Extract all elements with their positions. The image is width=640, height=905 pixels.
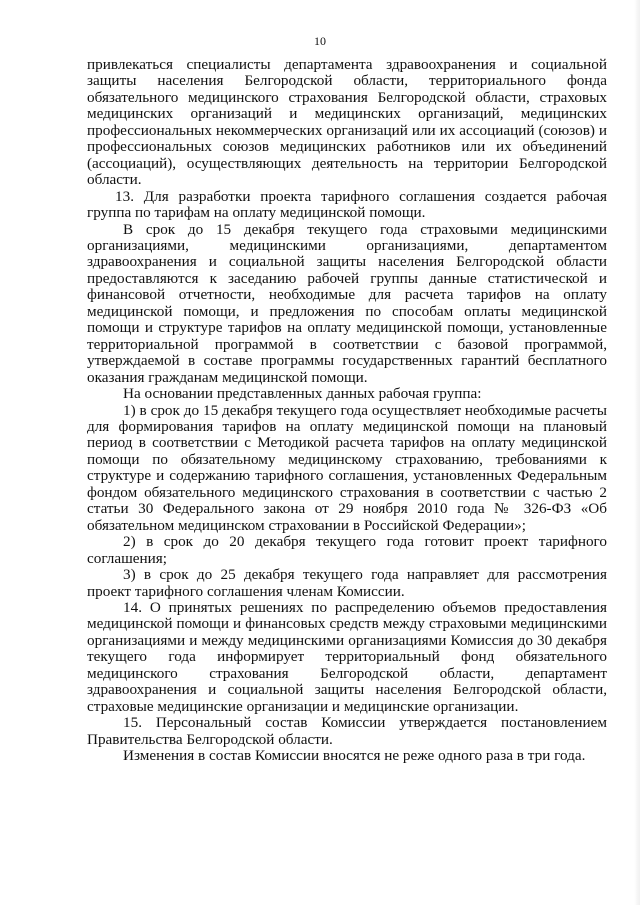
scan-edge-shadow [634, 0, 640, 905]
page-number: 10 [314, 34, 326, 48]
paragraph-item-13: 13. Для разработки проекта тарифного соглашения создается рабочая группа по тарифам на оплату медицинской помощи. [87, 187, 607, 222]
paragraph-changes: Изменения в состав Комиссии вносятся не реже одного раза в три года. [123, 747, 586, 765]
paragraph-item-15: 15. Персональный состав Комиссии утверждается постановлением Правительства Белгородской области. [87, 714, 607, 748]
paragraph-subitem-2: 2) в срок до 20 декабря текущего года готовит проект тарифного соглашения; [87, 533, 607, 567]
paragraph-item-14: 14. О принятых решениях по распределению объемов предоставления медицинской помощи и финансовых средств между страховыми медицинскими организациями и между медицинскими организациями Комиссия до 30 декабря текущего года информирует территориальный фонд обязательного медицинского страхования Белгородской области, департамент здравоохранения и социальной защиты населения Белгородской области, страховые медицинские организации и медицинские организации. [87, 598, 607, 715]
paragraph-subitem-1: 1) в срок до 15 декабря текущего года осуществляет необходимые расчеты для формирования тарифов на оплату медицинской помощи на плановый период в соответствии с Методикой расчета тарифов на оплату медицинской помощи по обязательному медицинскому страхованию, требованиями к структуре и содержанию тарифного соглашения, установленных Федеральным фондом обязательного медицинского страхования в соответствии с частью 2 статьи 30 Федерального закона от 29 ноября 2010 года № 326-ФЗ «Об обязательном медицинском страховании в Российской Федерации»; [87, 401, 607, 534]
paragraph-subitem-3: 3) в срок до 25 декабря текущего года направляет для рассмотрения проект тарифного соглашения членам Комиссии. [87, 566, 607, 600]
paragraph-deadline-data: В срок до 15 декабря текущего года страховыми медицинскими организациями, медицинскими организациями, департаментом здравоохранения и социальной защиты населения Белгородской области предоставляются к заседанию рабочей группы данные статистической и финансовой отчетности, необходимые для расчета тарифов на оплату медицинской помощи, и предложения по способам оплаты медицинской помощи и структуре тарифов на оплату медицинской помощи, установленные территориальной программой в соответствии с базовой программой, утверждаемой в составе программы государственных гарантий бесплатного оказания гражданам медицинской помощи. [87, 220, 607, 386]
document-body [87, 57, 607, 764]
paragraph-working-group-intro: На основании представленных данных рабочая группа: [123, 385, 482, 403]
paragraph-continuation: привлекаться специалисты департамента здравоохранения и социальной защиты населения Белгородской области, территориального фонда обязательного медицинского страхования Белгородской области, страховых медицинских организаций и медицинских организаций, медицинских профессиональных некоммерческих организаций или их ассоциаций (союзов) и профессиональных союзов медицинских работников или их объединений (ассоциаций), осуществляющих деятельность на территории Белгородской области. [87, 56, 607, 189]
